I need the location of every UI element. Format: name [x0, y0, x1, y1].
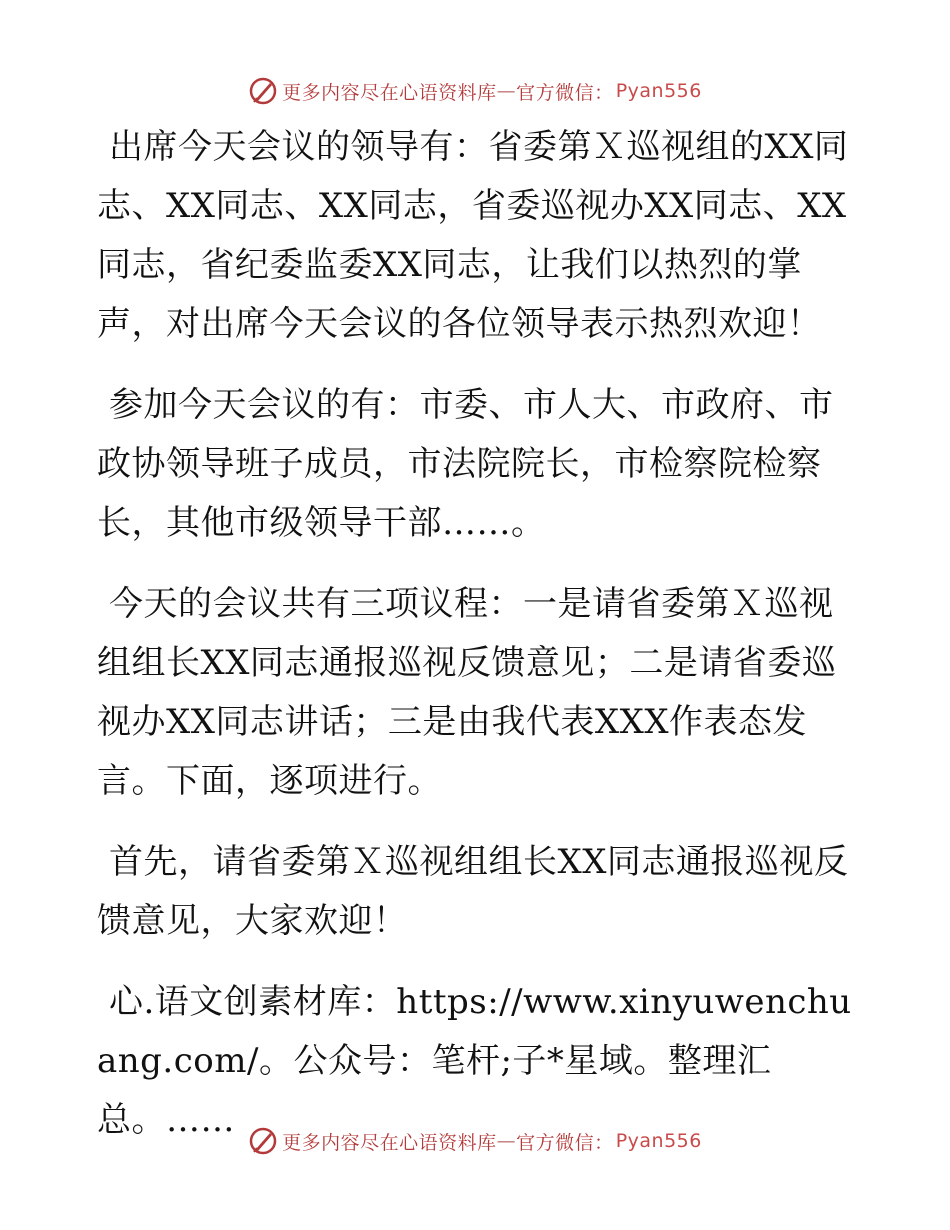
banner-main-text: 更多内容尽在心语资料库: [282, 1131, 497, 1154]
footer-watermark-banner: [0, 1124, 950, 1158]
paragraph-source-note: 心.语文创素材库：https://www.xinyuwenchuang.com/。公众号：笔杆;子*星域。整理汇总。……: [97, 982, 852, 1140]
banner-wechat-id: Pyan556: [615, 1130, 702, 1152]
banner-wechat-label: 官方微信：: [516, 1131, 614, 1154]
paragraph-participants: 参加今天会议的有：市委、市人大、市政府、市政协领导班子成员，市法院院长，市检察院检察长，其他市级领导干部……。: [97, 385, 834, 543]
document-body: [97, 118, 857, 1172]
paragraph-first-item: 首先，请省委第Ｘ巡视组组长XX同志通报巡视反馈意见，大家欢迎！: [97, 842, 849, 941]
quill-pen-logo-icon: [248, 1126, 278, 1156]
paragraph-attending-leaders: 出席今天会议的领导有：省委第Ｘ巡视组的XX同志、XX同志、XX同志，省委巡视办XX同志、XX同志，省纪委监委XX同志，让我们以热烈的掌声，对出席今天会议的各位领导表示热烈欢迎！: [97, 127, 849, 344]
banner-wechat-label: 官方微信：: [516, 81, 614, 104]
quill-pen-logo-icon: [248, 76, 278, 106]
banner-wechat-id: Pyan556: [615, 80, 702, 102]
header-watermark-banner: [0, 74, 950, 108]
banner-separator: —: [496, 1130, 517, 1152]
paragraph-agenda: 今天的会议共有三项议程：一是请省委第Ｘ巡视组组长XX同志通报巡视反馈意见；二是请省委巡视办XX同志讲话；三是由我代表XXX作表态发言。下面，逐项进行。: [97, 584, 837, 801]
banner-separator: —: [496, 80, 517, 102]
banner-main-text: 更多内容尽在心语资料库: [282, 81, 497, 104]
